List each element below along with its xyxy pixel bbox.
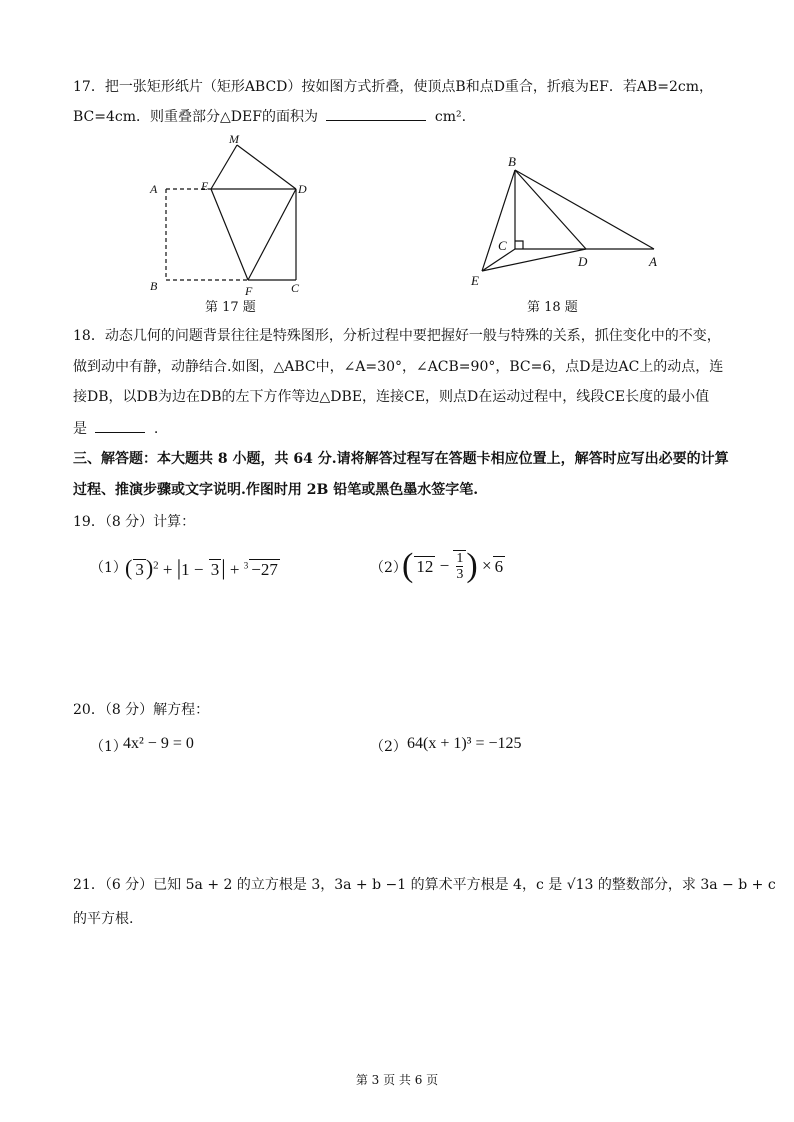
q18-line3: 接DB，以DB为边在DB的左下方作等边△DBE，连接CE，则点D在运动过程中，线段CE长度的最小值 bbox=[73, 389, 710, 405]
fig17-EM bbox=[211, 145, 237, 189]
q21-line2: 的平方根. bbox=[73, 911, 134, 927]
fig18-right-angle bbox=[515, 241, 523, 249]
q18-line1: 18．动态几何的问题背景往往是特殊图形，分析过程中要把握好一般与特殊的关系，抓住变化中的不变， bbox=[73, 328, 721, 344]
fig17-MD bbox=[237, 145, 296, 189]
q21-line1: 21．（6 分）已知 5a + 2 的立方根是 3，3a + b −1 的算术平方根是 4，c 是 √13 的整数部分，求 3a − b + c bbox=[73, 877, 776, 893]
fig18-label-B: B bbox=[508, 154, 516, 169]
fig18-label-A: A bbox=[649, 254, 657, 269]
q18-line2: 做到动中有静，动静结合.如图，△ABC中，∠A=30°，∠ACB=90°，BC=6，点D是边AC上的动点，连 bbox=[73, 359, 724, 375]
fig17-FD bbox=[248, 189, 296, 280]
fig18-BD bbox=[515, 170, 586, 249]
q18-answer-blank[interactable] bbox=[95, 418, 145, 433]
q20-p2-equation: 64(x + 1)³ = −125 bbox=[407, 735, 522, 752]
fig17-label-E: E bbox=[201, 179, 209, 193]
q18-line4-text: 是 bbox=[73, 421, 87, 437]
fig17-caption: 第 17 题 bbox=[205, 300, 256, 315]
fig17-label-M: M bbox=[229, 132, 239, 146]
q17-line2-unit: cm². bbox=[434, 109, 467, 125]
q18-line4 bbox=[73, 418, 158, 439]
fig17-label-C: C bbox=[291, 281, 300, 295]
q18-line4-end: . bbox=[153, 421, 159, 437]
q17-line2 bbox=[73, 106, 466, 127]
fig17-label-B: B bbox=[150, 279, 158, 293]
q17-line2-text: BC=4cm．则重叠部分△DEF的面积为 bbox=[73, 109, 318, 125]
q20-p2-label: （2） bbox=[370, 739, 407, 755]
q17-answer-blank[interactable] bbox=[326, 106, 426, 121]
fig17-EF bbox=[211, 189, 248, 280]
section3-line2: 过程、推演步骤或文字说明.作图时用 2B 铅笔或黑色墨水签字笔. bbox=[73, 482, 479, 498]
page-footer: 第 3 页 共 6 页 bbox=[355, 1073, 439, 1087]
figure-18 bbox=[460, 150, 670, 290]
fig18-label-E: E bbox=[471, 273, 479, 288]
q19-p2-label: （2） bbox=[370, 560, 407, 576]
fig18-BA bbox=[515, 170, 654, 249]
q20-p1-equation: 4x² − 9 = 0 bbox=[123, 735, 194, 752]
figure-17 bbox=[140, 128, 320, 298]
q19-p1-expression: ( 3)$^2$ + |1 − 3| + $^3$ −27 bbox=[125, 555, 278, 580]
fig17-label-A: A bbox=[150, 182, 158, 196]
q20-p1-label: （1） bbox=[90, 739, 127, 755]
fig17-label-D: D bbox=[298, 182, 307, 196]
q19-title: 19．（8 分）计算： bbox=[73, 514, 196, 530]
q20-title: 20．（8 分）解方程： bbox=[73, 702, 210, 718]
fig18-label-C: C bbox=[498, 238, 507, 253]
fig18-caption: 第 18 题 bbox=[527, 300, 578, 315]
section3-line1: 三、解答题：本大题共 8 小题，共 64 分.请将解答过程写在答题卡相应位置上，解答时应写出必要的计算 bbox=[73, 451, 729, 467]
q17-line1: 17．把一张矩形纸片（矩形ABCD）按如图方式折叠，使顶点B和点D重合，折痕为EF．若AB=2cm， bbox=[73, 79, 714, 95]
q19-p1-label: （1） bbox=[90, 560, 127, 576]
q19-p2-expression: ( 12 − $\frac{1}{3}$ ) × 6 bbox=[402, 547, 504, 584]
fig18-BE bbox=[482, 170, 515, 271]
fig17-label-F: F bbox=[245, 284, 253, 298]
fig18-label-D: D bbox=[578, 254, 588, 269]
